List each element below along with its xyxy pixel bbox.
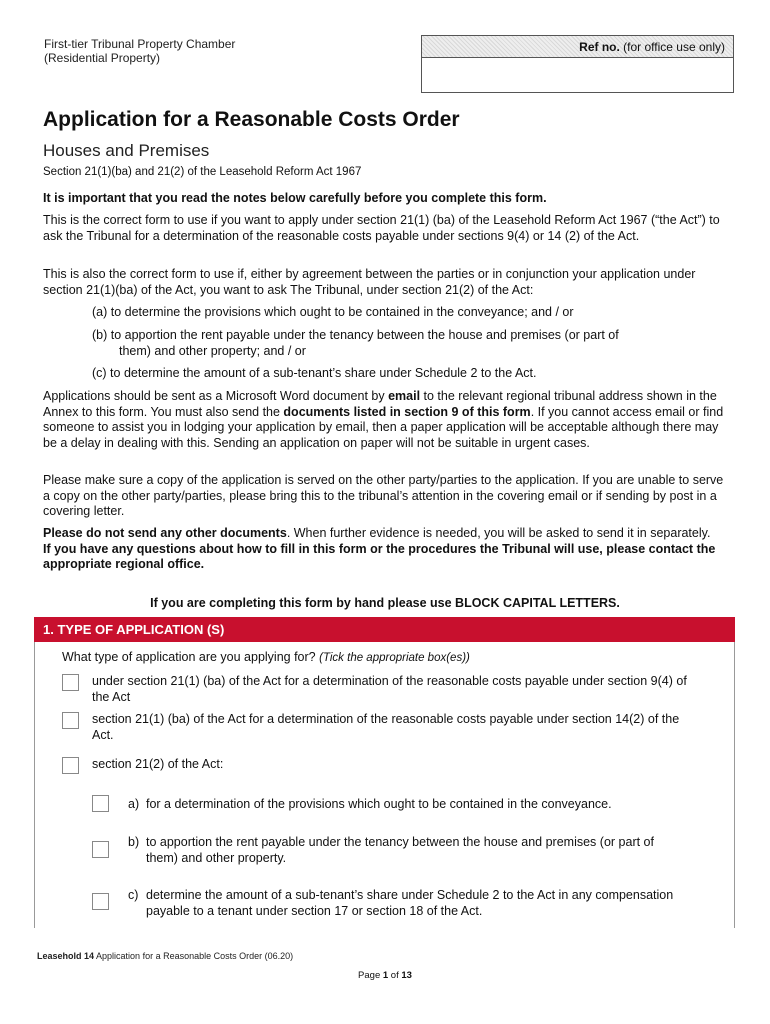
chamber-line-2: (Residential Property) <box>44 51 161 65</box>
p5-bold-2: If you have any questions about how to fill in this form or the procedures the Tribunal will use, please contact the appropriate regional office. <box>43 541 716 571</box>
ref-note: (for office use only) <box>623 40 725 54</box>
checkbox-option-1[interactable] <box>62 674 79 691</box>
sub-option-b-letter: b) <box>128 835 140 849</box>
page-total: 13 <box>401 970 412 981</box>
page-number <box>0 970 770 981</box>
p3-bold-documents: documents listed in section 9 of this form <box>283 404 531 419</box>
page-word: Page <box>358 970 383 981</box>
section-1-header: 1. TYPE OF APPLICATION (S) <box>34 617 735 642</box>
intro-paragraph-4: Please make sure a copy of the application is served on the other party/parties to the application. If you are unable to serve a copy on the other party/parties, please bring this to the tribunal’s attention in the covering email or if sending by post in a covering letter. <box>43 473 724 518</box>
p3-text-2: to the relevant regional tribunal address shown in the Annex to this form. You must also send the <box>43 389 717 419</box>
list-item-a: (a) to determine the provisions which ought to be contained in the conveyance; and / or <box>92 305 574 319</box>
block-capitals-note: If you are completing this form by hand please use BLOCK CAPITAL LETTERS. <box>150 596 620 610</box>
ref-header <box>422 36 733 58</box>
option-2-label: section 21(1) (ba) of the Act for a determination of the reasonable costs payable under section 14(2) of the Act. <box>92 712 680 742</box>
p3-text-1: Applications should be sent as a Microsoft Word document by <box>43 389 389 403</box>
sub-option-c-letter: c) <box>128 888 139 902</box>
footer-form-title: Application for a Reasonable Costs Order (06.20) <box>94 951 294 961</box>
footer-form-name <box>37 951 293 961</box>
chamber-line-1: First-tier Tribunal Property Chamber <box>44 37 236 51</box>
chamber-name <box>44 37 235 65</box>
footer-form-code: Leasehold 14 <box>37 951 95 961</box>
ref-box <box>421 35 734 93</box>
p3-text-3: . If you cannot access email or find someone to assist you in lodging your application by email, then a paper application will be acceptable although there may be a delay in dealing with this. Sending an application on paper will not be suitable in urgent cases. <box>43 404 724 450</box>
list-item-c: (c) to determine the amount of a sub-tenant’s share under Schedule 2 to the Act. <box>92 366 537 380</box>
sub-option-a-text: for a determination of the provisions which ought to be contained in the conveyance. <box>146 797 612 811</box>
sub-option-b-text: to apportion the rent payable under the tenancy between the house and premises (or part of them) and other property. <box>146 835 654 865</box>
checkbox-option-2[interactable] <box>62 712 79 729</box>
question-hint: (Tick the appropriate box(es)) <box>319 652 470 664</box>
p5-text-1: . When further evidence is needed, you will be asked to send it in separately. <box>286 526 711 540</box>
option-1-label: under section 21(1) (ba) of the Act for a determination of the reasonable costs payable under section 9(4) of the Act <box>92 674 687 704</box>
ref-label: Ref no. <box>579 40 620 54</box>
checkbox-sub-option-b[interactable] <box>92 841 109 858</box>
list-item-b <box>92 328 732 359</box>
option-3-label: section 21(2) of the Act: <box>92 757 224 771</box>
sub-option-c <box>128 888 688 919</box>
checkbox-sub-option-a[interactable] <box>92 795 109 812</box>
important-notice: It is important that you read the notes below carefully before you complete this form. <box>43 191 547 205</box>
form-subtitle: Houses and Premises <box>43 141 210 160</box>
checkbox-option-3[interactable] <box>62 757 79 774</box>
sub-option-c-text: determine the amount of a sub-tenant’s share under Schedule 2 to the Act in any compensation payable to a tenant under section 17 or section 18 of the Act. <box>146 888 674 918</box>
list-item-b-line1: (b) to apportion the rent payable under the tenancy between the house and premises (or part of <box>92 328 619 342</box>
section-1-question <box>62 650 470 664</box>
sub-option-a-letter: a) <box>128 797 140 811</box>
checkbox-sub-option-c[interactable] <box>92 893 109 910</box>
sub-option-b <box>128 835 688 866</box>
list-item-b-line2: them) and other property; and / or <box>119 343 306 358</box>
intro-paragraph-1: This is the correct form to use if you want to apply under section 21(1) (ba) of the Leasehold Reform Act 1967 (“the Act”) to ask the Tribunal for a determination of the reasonable costs payable under sections 9(4) or 14 (2) of the Act. <box>43 213 720 243</box>
question-text: What type of application are you applying for? <box>62 650 316 664</box>
intro-paragraph-2: This is also the correct form to use if, either by agreement between the parties or in conjunction your application under section 21(1)(ba) of the Act, you want to ask The Tribunal, under section 21(2) of the Act: <box>43 267 696 297</box>
form-title: Application for a Reasonable Costs Order <box>43 108 460 131</box>
intro-paragraph-3 <box>43 389 733 451</box>
p3-bold-email: email <box>388 389 421 403</box>
page-current: 1 <box>382 970 389 981</box>
ref-input[interactable] <box>422 58 733 93</box>
sub-option-a <box>128 797 688 813</box>
intro-paragraph-5 <box>43 526 733 573</box>
page-of: of <box>388 970 402 981</box>
section-reference: Section 21(1)(ba) and 21(2) of the Leasehold Reform Act 1967 <box>43 166 362 178</box>
p5-bold-1: Please do not send any other documents <box>43 526 287 540</box>
